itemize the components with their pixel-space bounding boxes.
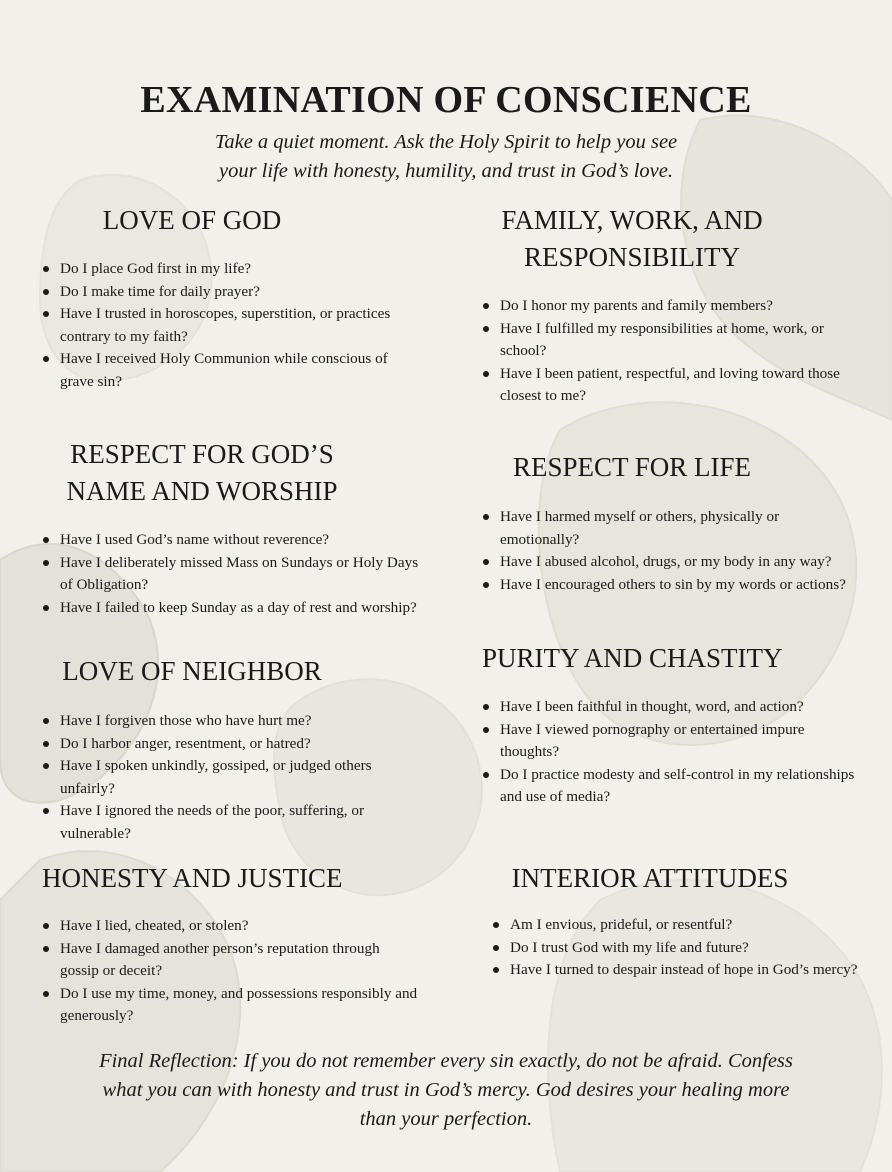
final-reflection <box>0 1047 892 1134</box>
question-list <box>42 710 422 845</box>
section-purity-and-chastity <box>482 640 855 809</box>
question-list <box>42 529 432 619</box>
list-item: Have I been patient, respectful, and loving toward those closest to me? <box>482 363 872 408</box>
question-list <box>492 914 882 982</box>
list-item: Have I lied, cheated, or stolen? <box>42 915 432 938</box>
question-list <box>482 696 872 809</box>
final-reflection-line: what you can with honesty and trust in God’s mercy. God desires your healing more <box>102 1079 790 1101</box>
section-love-of-god <box>42 202 391 393</box>
question-list <box>482 506 872 596</box>
list-item: Have I harmed myself or others, physically or emotionally? <box>482 506 872 551</box>
question-list <box>482 295 872 408</box>
section-respect-for-life <box>482 449 846 596</box>
list-item: Have I failed to keep Sunday as a day of rest and worship? <box>42 597 432 620</box>
list-item: Do I honor my parents and family members? <box>482 295 872 318</box>
list-item: Have I damaged another person’s reputation through gossip or deceit? <box>42 938 432 983</box>
section-heading: LOVE OF NEIGHBOR <box>62 656 322 686</box>
section-family-work-responsibility <box>482 202 840 408</box>
list-item: Have I trusted in horoscopes, superstition, or practices contrary to my faith? <box>42 303 422 348</box>
intro-line: your life with honesty, humility, and trust in God’s love. <box>218 160 674 182</box>
section-interior-attitudes <box>492 860 858 982</box>
list-item: Have I abused alcohol, drugs, or my body in any way? <box>482 551 872 574</box>
list-item: Do I place God first in my life? <box>42 258 422 281</box>
list-item: Am I envious, prideful, or resentful? <box>492 914 882 937</box>
list-item: Do I use my time, money, and possessions responsibly and generously? <box>42 983 432 1028</box>
intro-line: Take a quiet moment. Ask the Holy Spirit to help you see <box>214 131 678 153</box>
section-heading: RESPECT FOR GOD’S NAME AND WORSHIP <box>66 439 338 506</box>
list-item: Have I viewed pornography or entertained impure thoughts? <box>482 719 872 764</box>
list-item: Do I make time for daily prayer? <box>42 281 422 304</box>
section-heading: FAMILY, WORK, AND RESPONSIBILITY <box>501 205 763 272</box>
list-item: Have I been faithful in thought, word, and action? <box>482 696 872 719</box>
list-item: Have I used God’s name without reverence? <box>42 529 432 552</box>
list-item: Have I encouraged others to sin by my words or actions? <box>482 574 872 597</box>
final-reflection-line: Final Reflection: If you do not remember every sin exactly, do not be afraid. Confess <box>99 1050 793 1072</box>
section-heading: LOVE OF GOD <box>102 205 282 235</box>
list-item: Have I fulfilled my responsibilities at home, work, or school? <box>482 318 872 363</box>
section-heading: HONESTY AND JUSTICE <box>42 863 343 893</box>
question-list <box>42 258 422 393</box>
section-heading: INTERIOR ATTITUDES <box>511 863 789 893</box>
list-item: Do I trust God with my life and future? <box>492 937 882 960</box>
list-item: Have I ignored the needs of the poor, suffering, or vulnerable? <box>42 800 422 845</box>
list-item: Have I spoken unkindly, gossiped, or judged others unfairly? <box>42 755 422 800</box>
list-item: Have I deliberately missed Mass on Sundays or Holy Days of Obligation? <box>42 552 432 597</box>
section-respect-gods-name <box>42 436 419 619</box>
final-reflection-line: than your perfection. <box>359 1108 533 1130</box>
section-honesty-and-justice <box>42 860 418 1028</box>
list-item: Do I practice modesty and self-control in my relationships and use of media? <box>482 764 872 809</box>
intro-text <box>0 128 892 186</box>
question-list <box>42 915 432 1028</box>
list-item: Have I turned to despair instead of hope in God’s mercy? <box>492 959 882 982</box>
section-heading: PURITY AND CHASTITY <box>482 643 783 673</box>
page-title: EXAMINATION OF CONSCIENCE <box>140 79 752 121</box>
list-item: Have I forgiven those who have hurt me? <box>42 710 422 733</box>
section-heading: RESPECT FOR LIFE <box>512 452 752 482</box>
list-item: Do I harbor anger, resentment, or hatred? <box>42 733 422 756</box>
section-love-of-neighbor <box>42 653 372 845</box>
list-item: Have I received Holy Communion while conscious of grave sin? <box>42 348 422 393</box>
